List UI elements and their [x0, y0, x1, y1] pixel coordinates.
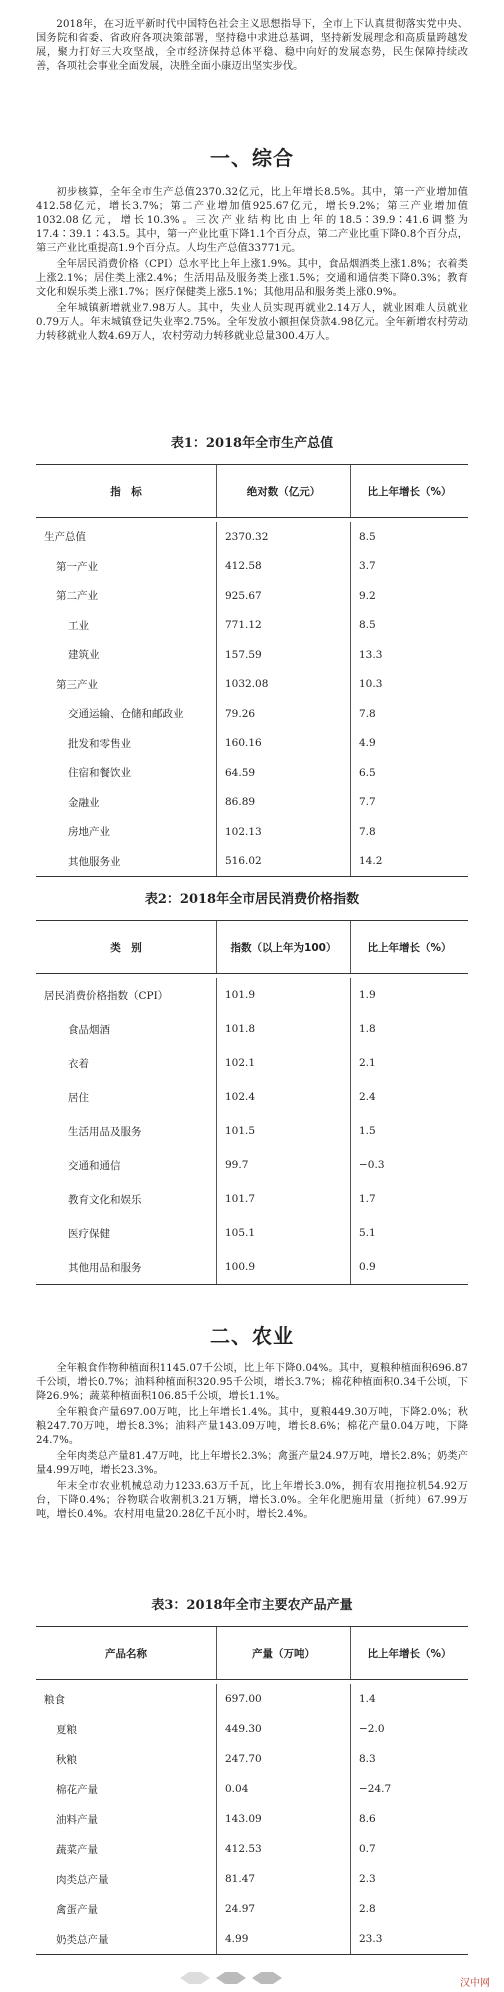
section2-title: 二、农业	[210, 1324, 294, 1348]
table1-row	[36, 670, 468, 700]
table2-row	[36, 978, 468, 1012]
table1-cell: 9.2	[350, 581, 468, 611]
table1-cell: 建筑业	[68, 649, 100, 662]
table2-header-row	[36, 921, 468, 974]
table2-row	[36, 1046, 468, 1080]
table1-title-block	[36, 432, 468, 451]
table2-cell: 衣着	[68, 1057, 89, 1070]
section1-paragraph: 全年城镇新增就业7.98万人。其中，失业人员实现再就业2.14万人，就业困难人员就业0.79万人。年末城镇登记失业率2.75%。全年发放小额担保贷款4.98亿元。全年新增农村劳动力转移就业人数4.69万人，农村劳动力转移就业总量300.4万人。	[36, 303, 468, 342]
table1-cell: 金融业	[68, 796, 100, 809]
table2-cell: 102.4	[216, 1080, 350, 1114]
table3-cell: 棉花产量	[56, 1783, 98, 1796]
table2-cell: 101.8	[216, 1012, 350, 1046]
table2-cell: 1.8	[350, 1012, 468, 1046]
table2-title: 表2：2018年全市居民消费价格指数	[144, 892, 360, 907]
section2-paragraph: 年末全市农业机械总动力1233.63万千瓦，比上年增长3.0%，拥有农用拖拉机54.92万台，下降0.4%；谷物联合收割机3.21万辆，增长3.0%。全年化肥施用量（折纯）67.99万吨，增长0.4%。农村用电量20.28亿千瓦小时，增长2.4%。	[36, 1481, 468, 1520]
table1-row	[36, 522, 468, 552]
table2-cell: 交通和通信	[68, 1159, 121, 1172]
table1-cell: 批发和零售业	[68, 737, 131, 750]
section1-body	[36, 186, 468, 346]
section2-paragraph: 全年粮食产量697.00万吨，比上年增长1.4%。其中，夏粮449.30万吨，下降2.0%；秋粮247.70万吨，增长8.3%；油料产量143.09万吨，增长8.6%；棉花产量0.04万吨，下降24.7%。	[36, 1407, 468, 1446]
table2-header-cell: 指数（以上年为100）	[216, 921, 350, 973]
table3-cell: 1.4	[350, 1684, 468, 1714]
table1-cell: 925.67	[216, 581, 350, 611]
prev-page-icon[interactable]	[180, 1972, 210, 1984]
table3-cell: 油料产量	[56, 1813, 98, 1826]
table2-cell: 其他用品和服务	[68, 1261, 142, 1274]
table2-cell: 105.1	[216, 1216, 350, 1250]
table3-cell: 23.3	[350, 1924, 468, 1954]
table1-cell: 8.5	[350, 611, 468, 641]
table3-row	[36, 1774, 468, 1804]
table1-cell: 第二产业	[56, 590, 98, 603]
table1-cell: 6.5	[350, 758, 468, 788]
table2	[36, 920, 468, 1285]
table3-row	[36, 1894, 468, 1924]
table2-cell: 0.9	[350, 1250, 468, 1284]
table3-title: 表3：2018年全市主要农产品产量	[151, 1598, 353, 1613]
table2-cell: 医疗保健	[68, 1227, 110, 1240]
table3-header-cell: 产量（万吨）	[216, 1627, 350, 1679]
table3-row	[36, 1834, 468, 1864]
table1-cell: 7.8	[350, 817, 468, 847]
page-indicator-icon[interactable]	[216, 1972, 246, 1984]
table3-header-cell: 产品名称	[105, 1647, 147, 1660]
section1-heading-block	[36, 142, 468, 171]
table1	[36, 464, 468, 877]
table2-cell: 居民消费价格指数（CPI）	[44, 989, 169, 1002]
table3-row	[36, 1804, 468, 1834]
table3-row	[36, 1744, 468, 1774]
table2-cell: 1.5	[350, 1114, 468, 1148]
table1-row	[36, 847, 468, 877]
table2-cell: 101.5	[216, 1114, 350, 1148]
table1-row	[36, 788, 468, 818]
table2-cell: 食品烟酒	[68, 1023, 110, 1036]
table1-cell: 160.16	[216, 729, 350, 759]
table3-cell: 肉类总产量	[56, 1873, 109, 1886]
table2-cell: 1.9	[350, 978, 468, 1012]
table1-row	[36, 699, 468, 729]
table3-cell: 247.70	[216, 1744, 350, 1774]
table1-cell: 第一产业	[56, 560, 98, 573]
table1-cell: 157.59	[216, 640, 350, 670]
table1-cell: 412.58	[216, 552, 350, 582]
table1-cell: 10.3	[350, 670, 468, 700]
table1-cell: 交通运输、仓储和邮政业	[68, 708, 184, 721]
table3-cell: 秋粮	[56, 1753, 77, 1766]
table1-cell: 1032.08	[216, 670, 350, 700]
table1-cell: 住宿和餐饮业	[68, 767, 131, 780]
table2-row	[36, 1250, 468, 1284]
table3-cell: 81.47	[216, 1864, 350, 1894]
table1-row	[36, 817, 468, 847]
table2-cell: 99.7	[216, 1148, 350, 1182]
table3-title-block	[36, 1594, 468, 1613]
table3-cell: 412.53	[216, 1834, 350, 1864]
table3-cell: 夏粮	[56, 1723, 77, 1736]
table1-row	[36, 758, 468, 788]
table3-cell: 143.09	[216, 1804, 350, 1834]
table2-cell: 100.9	[216, 1250, 350, 1284]
site-logo: 汉中网	[460, 1978, 490, 1989]
table1-cell: 64.59	[216, 758, 350, 788]
intro-paragraph: 2018年，在习近平新时代中国特色社会主义思想指导下，全市上下认真贯彻落实党中央、国务院和省委、省政府各项决策部署，坚持稳中求进总基调，坚持新发展理念和高质量跨越发展，聚力打好三大攻坚战，全市经济保持总体平稳、稳中向好的发展态势，民生保障持续改善，各项社会事业全面发展，决胜全面小康迈出坚实步伐。	[36, 19, 468, 72]
section2-heading-block	[36, 1320, 468, 1349]
table3-cell: 禽蛋产量	[56, 1903, 98, 1916]
table1-cell: 102.13	[216, 817, 350, 847]
table2-cell: 102.1	[216, 1046, 350, 1080]
table1-cell: 4.9	[350, 729, 468, 759]
table1-cell: 生产总值	[44, 531, 86, 544]
section2-body	[36, 1362, 468, 1524]
table2-cell: −0.3	[350, 1148, 468, 1182]
table2-cell: 生活用品及服务	[68, 1125, 142, 1138]
table1-cell: 13.3	[350, 640, 468, 670]
table1-cell: 516.02	[216, 847, 350, 877]
table2-row	[36, 1148, 468, 1182]
table3-row	[36, 1684, 468, 1714]
table3-cell: 8.3	[350, 1744, 468, 1774]
table3-cell: 697.00	[216, 1684, 350, 1714]
table2-cell: 居住	[68, 1091, 89, 1104]
table1-cell: 8.5	[350, 522, 468, 552]
table1-cell: 其他服务业	[68, 855, 121, 868]
table3-cell: 蔬菜产量	[56, 1843, 98, 1856]
table1-cell: 房地产业	[68, 826, 110, 839]
table1-title: 表1：2018年全市生产总值	[170, 436, 334, 451]
table1-cell: 2370.32	[216, 522, 350, 552]
table3	[36, 1626, 468, 1955]
table2-cell: 101.9	[216, 978, 350, 1012]
section1-paragraph: 初步核算，全年全市生产总值2370.32亿元，比上年增长8.5%。其中，第一产业增加值412.58亿元，增长3.7%；第二产业增加值925.67亿元，增长9.2%；第三产业增加值1032.08亿元，增长10.3%。三次产业结构比由上年的18.5∶39.9∶41.6调整为17.4∶39.1∶43.5。其中，第一产业比重下降1.1个百分点，第二产业比重下降0.8个百分点，第三产业比重提高1.9个百分点。人均生产总值33771元。	[36, 187, 468, 254]
section2-paragraph: 全年肉类总产量81.47万吨，比上年增长2.3%；禽蛋产量24.97万吨，增长2.8%；奶类产量4.99万吨，增长23.3%。	[36, 1451, 468, 1476]
table1-cell: 771.12	[216, 611, 350, 641]
table1-header-cell: 比上年增长（%）	[350, 465, 468, 517]
table2-row	[36, 1080, 468, 1114]
table1-cell: 7.8	[350, 699, 468, 729]
table2-row	[36, 1114, 468, 1148]
table2-header-cell: 比上年增长（%）	[350, 921, 468, 973]
table1-cell: 3.7	[350, 552, 468, 582]
table2-row	[36, 1182, 468, 1216]
table3-header-cell: 比上年增长（%）	[350, 1627, 468, 1679]
table1-row	[36, 640, 468, 670]
table1-header-row	[36, 465, 468, 518]
table2-cell: 2.4	[350, 1080, 468, 1114]
next-page-icon[interactable]	[252, 1972, 282, 1984]
page-nav	[180, 1972, 282, 1984]
table1-row	[36, 729, 468, 759]
table3-cell: 粮食	[44, 1693, 65, 1706]
table3-cell: 奶类总产量	[56, 1933, 109, 1946]
table3-row	[36, 1714, 468, 1744]
table1-cell: 14.2	[350, 847, 468, 877]
intro-block	[36, 18, 468, 76]
table1-header-cell: 绝对数（亿元）	[216, 465, 350, 517]
table3-cell: −2.0	[350, 1714, 468, 1744]
table1-cell: 工业	[68, 619, 89, 632]
table3-row	[36, 1864, 468, 1894]
table3-cell: 0.7	[350, 1834, 468, 1864]
table2-row	[36, 1216, 468, 1250]
table1-cell: 79.26	[216, 699, 350, 729]
table3-cell: 8.6	[350, 1804, 468, 1834]
table1-row	[36, 552, 468, 582]
table3-cell: 449.30	[216, 1714, 350, 1744]
table3-cell: 4.99	[216, 1924, 350, 1954]
table2-cell: 101.7	[216, 1182, 350, 1216]
table1-cell: 7.7	[350, 788, 468, 818]
table3-cell: 0.04	[216, 1774, 350, 1804]
table2-header-cell: 类 别	[110, 941, 142, 954]
table2-cell: 5.1	[350, 1216, 468, 1250]
table2-cell: 2.1	[350, 1046, 468, 1080]
table3-cell: 2.3	[350, 1864, 468, 1894]
table1-cell: 86.89	[216, 788, 350, 818]
table1-cell: 第三产业	[56, 678, 98, 691]
section1-title: 一、综合	[210, 146, 294, 170]
table2-cell: 1.7	[350, 1182, 468, 1216]
table1-row	[36, 581, 468, 611]
table1-header-cell: 指 标	[110, 485, 142, 498]
table2-row	[36, 1012, 468, 1046]
section2-paragraph: 全年粮食作物种植面积1145.07千公顷，比上年下降0.04%。其中，夏粮种植面积696.87千公顷，增长0.7%；油料种植面积320.95千公顷，增长3.7%；棉花种植面积0.34千公顷，下降26.9%；蔬菜种植面积106.85千公顷，增长1.1%。	[36, 1363, 468, 1402]
table3-cell: −24.7	[350, 1774, 468, 1804]
table3-cell: 2.8	[350, 1894, 468, 1924]
section1-paragraph: 全年居民消费价格（CPI）总水平比上年上涨1.9%。其中，食品烟酒类上涨1.8%；衣着类上涨2.1%；居住类上涨2.4%；生活用品及服务类上涨1.5%；交通和通信类下降0.3%；教育文化和娱乐类上涨1.7%；医疗保健类上涨5.1%；其他用品和服务类上涨0.9%。	[36, 259, 468, 298]
table1-row	[36, 611, 468, 641]
table3-header-row	[36, 1627, 468, 1680]
table2-title-block	[36, 888, 468, 907]
table2-cell: 教育文化和娱乐	[68, 1193, 142, 1206]
table3-cell: 24.97	[216, 1894, 350, 1924]
table3-row	[36, 1924, 468, 1954]
